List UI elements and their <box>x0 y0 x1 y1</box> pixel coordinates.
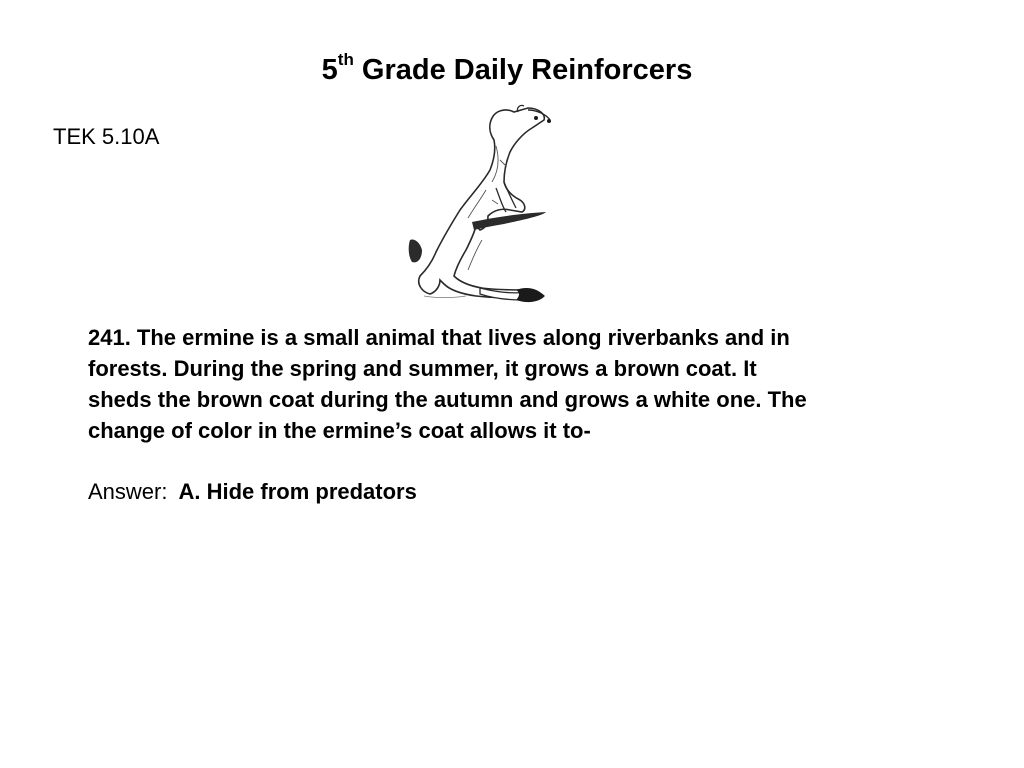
title-number: 5 <box>321 54 338 86</box>
ermine-drawing <box>396 100 566 310</box>
answer-label: Answer: <box>88 479 168 504</box>
page-title <box>0 50 1014 90</box>
ermine-eye <box>534 116 538 120</box>
ermine-body <box>419 108 545 298</box>
tek-label: TEK 5.10A <box>53 124 160 149</box>
ermine-tail-tip <box>516 288 544 302</box>
question-line: sheds the brown coat during the autumn and grows a white one. The <box>88 387 807 412</box>
title-superscript: th <box>337 50 354 70</box>
title-text: Grade Daily Reinforcers <box>361 54 693 86</box>
ermine-nose <box>547 119 551 123</box>
answer-row <box>88 477 417 507</box>
question-line: change of color in the ermine’s coat allows it to- <box>88 418 591 443</box>
ermine-illustration <box>396 100 566 310</box>
answer-value: A. Hide from predators <box>178 479 417 504</box>
question-line: 241. The ermine is a small animal that lives along riverbanks and in <box>88 325 790 350</box>
question-text <box>88 322 948 446</box>
question-line: forests. During the spring and summer, it grows a brown coat. It <box>88 356 757 381</box>
